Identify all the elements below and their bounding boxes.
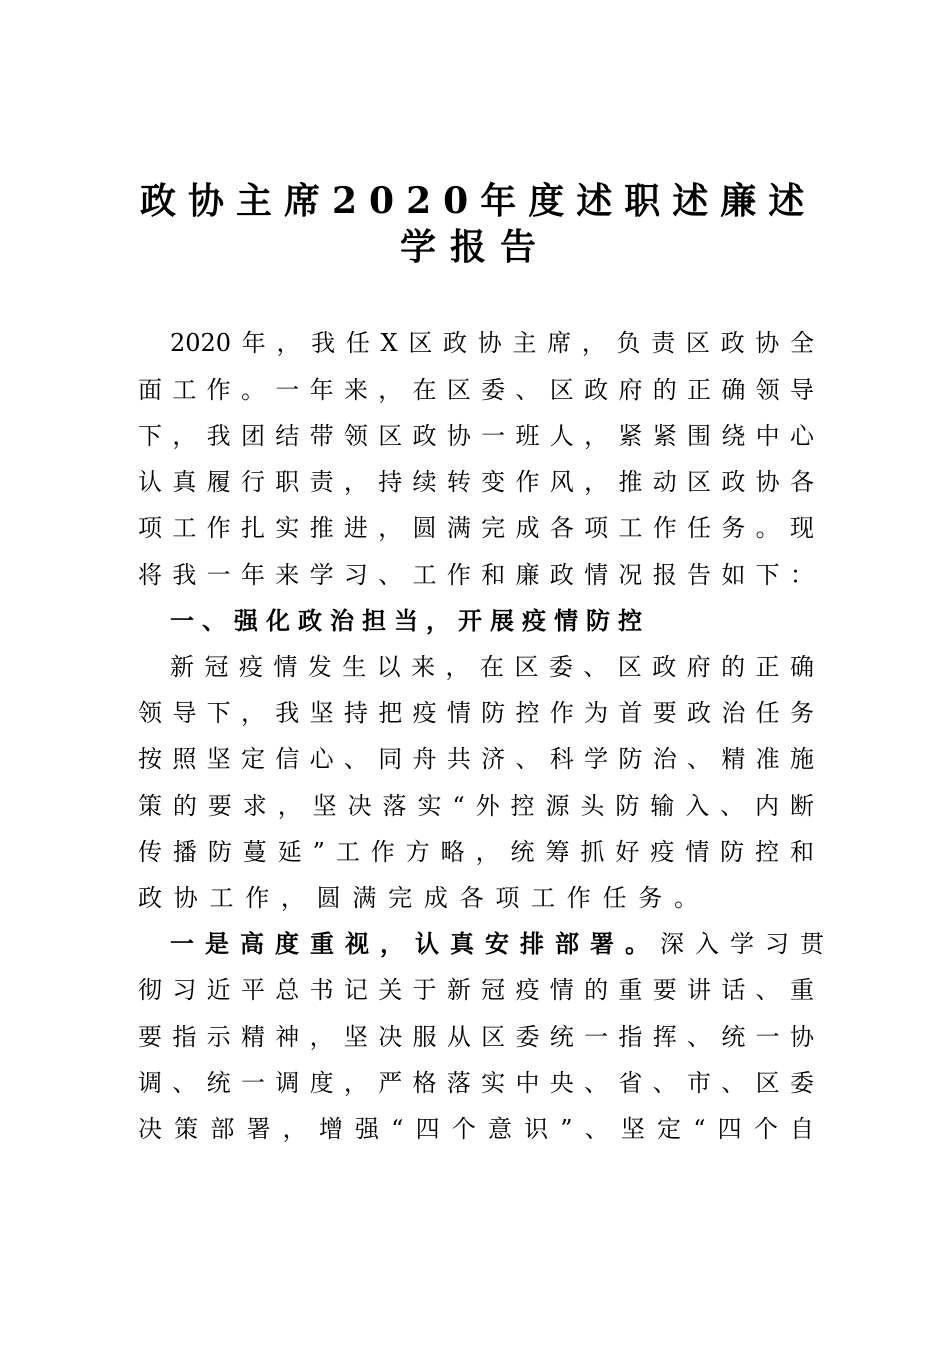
point1-bold-lead: 一是高度重视，认真安排部署。 xyxy=(170,929,660,958)
section1-line: 政协工作，圆满完成各项工作任务。 xyxy=(138,884,698,912)
section1-line: 按照坚定信心、同舟共济、科学防治、精准施 xyxy=(138,745,814,773)
point1-line: 要指示精神，坚决服从区委统一指挥、统一协 xyxy=(138,1023,814,1051)
intro-line: 2020年，我任X区政协主席，负责区政协全 xyxy=(170,329,814,357)
point1-line: 调、统一调度，严格落实中央、省、市、区委 xyxy=(138,1069,814,1097)
point1-lead-rest: 深入学习贯 xyxy=(660,930,835,958)
intro-line: 项工作扎实推进，圆满完成各项工作任务。现 xyxy=(138,514,814,542)
point1-line: 决策部署，增强“四个意识”、坚定“四个自 xyxy=(138,1115,814,1143)
section1-line: 策的要求，坚决落实“外控源头防输入、内断 xyxy=(138,792,814,820)
document-title-line1: 政协主席2020年度述职述廉述 xyxy=(140,180,817,222)
intro-line: 认真履行职责，持续转变作风，推动区政协各 xyxy=(138,468,814,496)
point1-line: 彻习近平总书记关于新冠疫情的重要讲话、重 xyxy=(138,976,814,1004)
intro-line: 将我一年来学习、工作和廉政情况报告如下： xyxy=(138,561,814,589)
section1-line: 传播防蔓延”工作方略，统筹抓好疫情防控和 xyxy=(138,838,814,866)
section-heading: 一、强化政治担当，开展疫情防控 xyxy=(170,607,650,635)
section1-line: 新冠疫情发生以来，在区委、区政府的正确 xyxy=(170,653,814,681)
point1-first-line xyxy=(170,928,835,960)
intro-line: 面工作。一年来，在区委、区政府的正确领导 xyxy=(138,376,814,404)
document-title-line2: 学报告 xyxy=(399,226,550,268)
section1-line: 领导下，我坚持把疫情防控作为首要政治任务 xyxy=(138,699,814,727)
intro-line: 下，我团结带领区政协一班人，紧紧围绕中心 xyxy=(138,422,814,450)
